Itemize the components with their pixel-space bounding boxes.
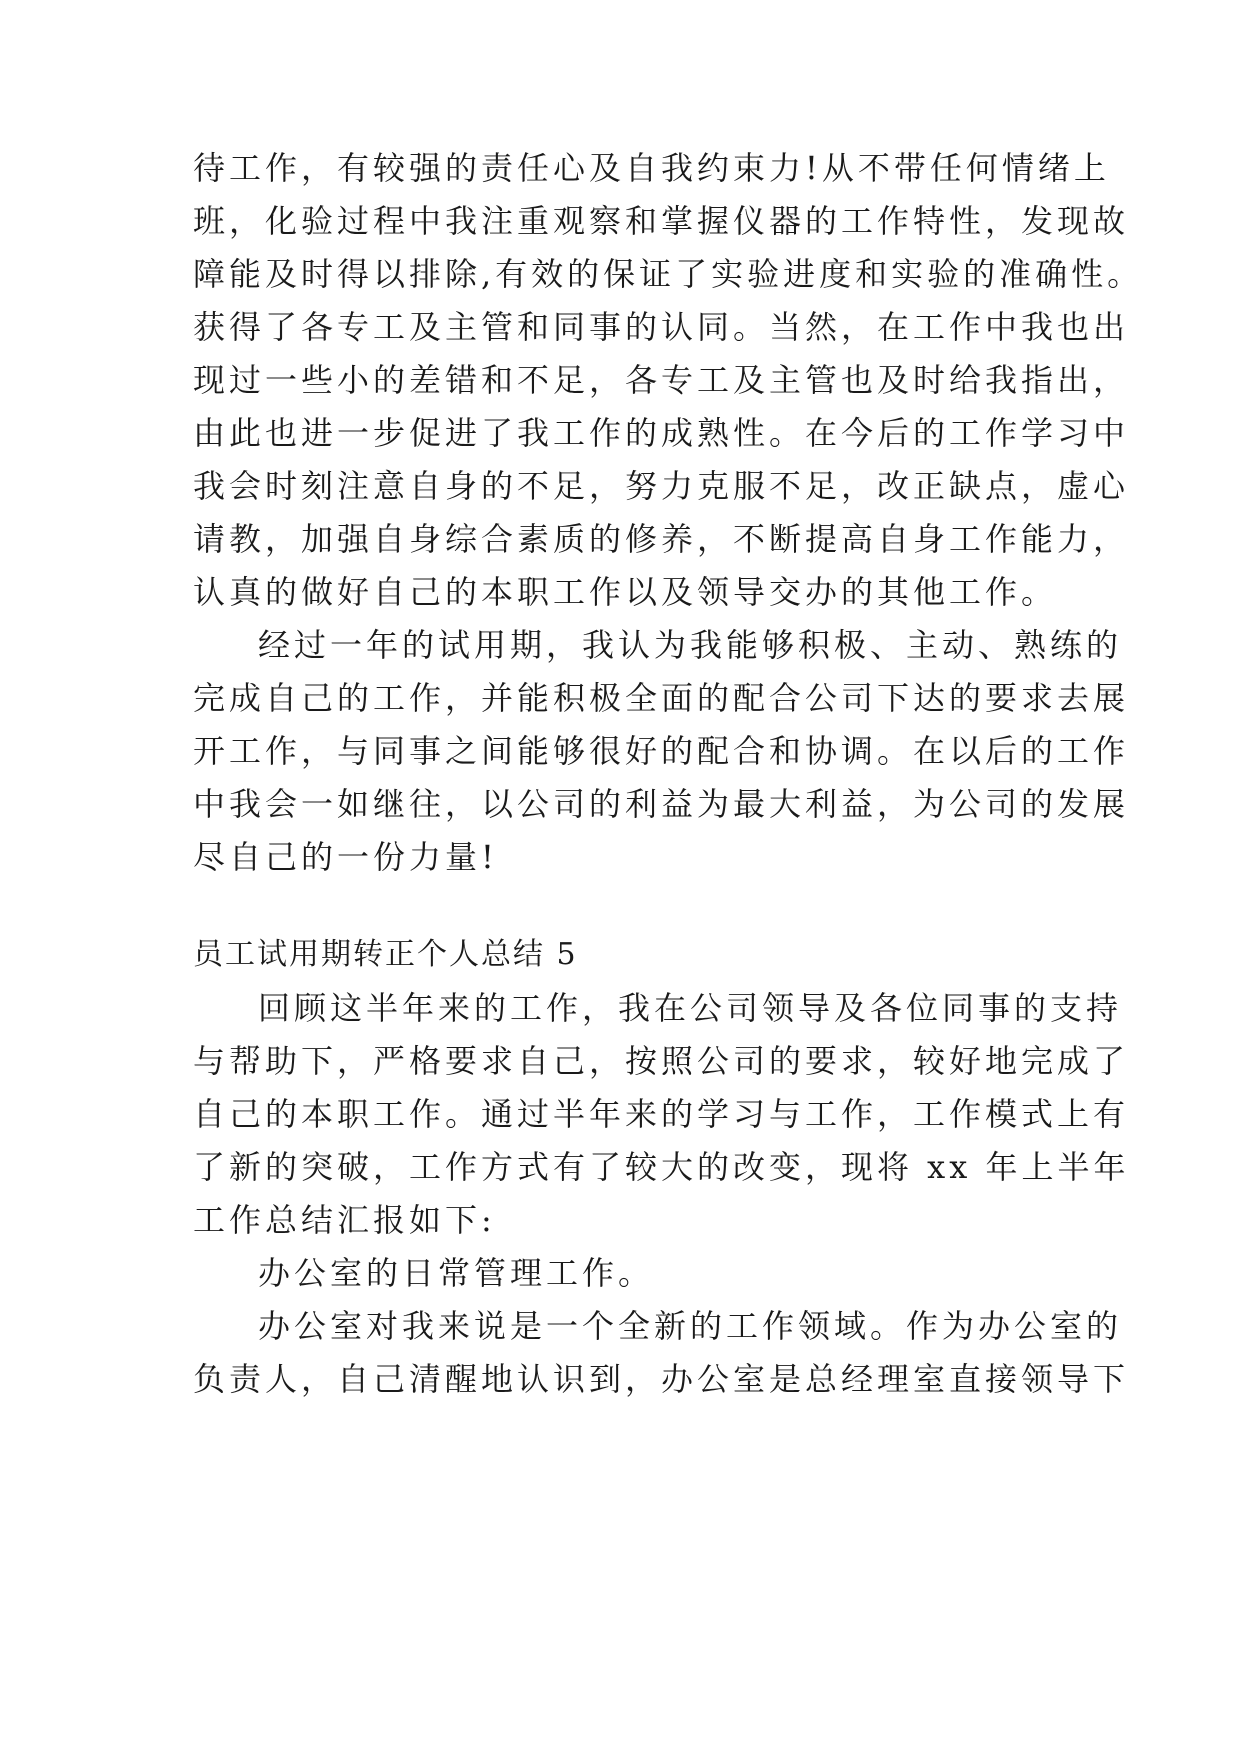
paragraph-line: 我会时刻注意自身的不足，努力克服不足，改正缺点，虚心: [193, 467, 1130, 505]
paragraph-line: 障能及时得以排除,有效的保证了实验进度和实验的准确性。: [193, 255, 1144, 293]
paragraph-line: 由此也进一步促进了我工作的成熟性。在今后的工作学习中: [193, 414, 1130, 452]
paragraph-line: 负责人，自己清醒地认识到，办公室是总经理室直接领导下: [193, 1360, 1130, 1398]
paragraph-line: 与帮助下，严格要求自己，按照公司的要求，较好地完成了: [193, 1042, 1130, 1080]
paragraph-line: 开工作，与同事之间能够很好的配合和协调。在以后的工作: [193, 732, 1130, 770]
paragraph-line: 待工作，有较强的责任心及自我约束力!从不带任何情绪上: [193, 149, 1110, 187]
paragraph-line: 获得了各专工及主管和同事的认同。当然，在工作中我也出: [193, 308, 1130, 346]
paragraph-line: 班，化验过程中我注重观察和掌握仪器的工作特性，发现故: [193, 202, 1130, 240]
paragraph-line: 现过一些小的差错和不足，各专工及主管也及时给我指出，: [193, 361, 1130, 399]
paragraph-line: 尽自己的一份力量!: [193, 838, 498, 876]
paragraph-line: 办公室的日常管理工作。: [258, 1254, 655, 1292]
paragraph-line: 认真的做好自己的本职工作以及领导交办的其他工作。: [193, 573, 1058, 611]
paragraph-line: 回顾这半年来的工作，我在公司领导及各位同事的支持: [258, 989, 1123, 1027]
paragraph-line: 自己的本职工作。通过半年来的学习与工作，工作模式上有: [193, 1095, 1130, 1133]
paragraph-line: 工作总结汇报如下:: [193, 1201, 496, 1239]
paragraph-line: 中我会一如继往，以公司的利益为最大利益，为公司的发展: [193, 785, 1130, 823]
paragraph-line: 请教，加强自身综合素质的修养，不断提高自身工作能力，: [193, 520, 1130, 558]
paragraph-line: 经过一年的试用期，我认为我能够积极、主动、熟练的: [258, 626, 1123, 664]
paragraph-line: 办公室对我来说是一个全新的工作领域。作为办公室的: [258, 1307, 1123, 1345]
section-heading: 员工试用期转正个人总结 5: [193, 937, 578, 972]
paragraph-line: 完成自己的工作，并能积极全面的配合公司下达的要求去展: [193, 679, 1130, 717]
paragraph-line: 了新的突破，工作方式有了较大的改变，现将 xx 年上半年: [193, 1148, 1130, 1186]
